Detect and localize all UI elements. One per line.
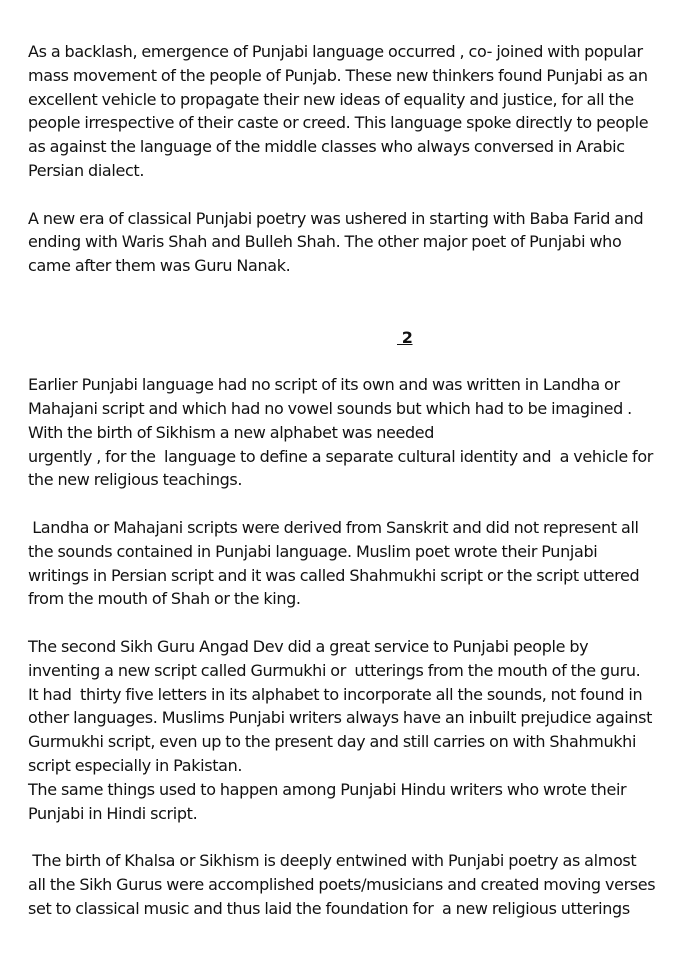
paragraph-6 [28, 849, 688, 920]
paragraph-gap [28, 492, 688, 516]
text-line: The birth of Khalsa or Sikhism is deeply entwined with Punjabi poetry as almost [28, 851, 637, 871]
paragraph-gap [28, 349, 688, 373]
text-line: ending with Waris Shah and Bulleh Shah. The other major poet of Punjabi who [28, 232, 622, 252]
paragraph-2 [28, 207, 688, 278]
text-line: excellent vehicle to propagate their new ideas of equality and justice, for all the [28, 89, 634, 109]
paragraph-4 [28, 516, 688, 611]
text-line: other languages. Muslims Punjabi writers always have an inbuilt prejudice against [28, 708, 652, 728]
text-line: from the mouth of Shah or the king. [28, 589, 301, 609]
document-page [28, 40, 688, 920]
paragraph-gap [28, 278, 688, 302]
text-line: As a backlash, emergence of Punjabi language occurred , co- joined with popular [28, 42, 643, 61]
text-line: the sounds contained in Punjabi language. Muslim poet wrote their Punjabi [28, 541, 598, 561]
text-line: Landha or Mahajani scripts were derived from Sanskrit and did not represent all [28, 517, 639, 537]
text-line: Earlier Punjabi language had no script of its own and was written in Landha or [28, 375, 620, 395]
paragraph-gap [28, 611, 688, 635]
text-line: A new era of classical Punjabi poetry was ushered in starting with Baba Farid and [28, 208, 644, 228]
text-line: mass movement of the people of Punjab. These new thinkers found Punjabi as an [28, 65, 648, 85]
text-line: script especially in Pakistan. [28, 755, 243, 775]
text-line: writings in Persian script and it was called Shahmukhi script or the script uttered [28, 565, 640, 585]
text-line: Mahajani script and which had no vowel sounds but which had to be imagined . [28, 398, 632, 418]
text-line: The same things used to happen among Punjabi Hindu writers who wrote their [28, 779, 627, 799]
text-line: Punjabi in Hindi script. [28, 803, 198, 823]
text-line: people irrespective of their caste or creed. This language spoke directly to people [28, 113, 649, 133]
text-line: all the Sikh Gurus were accomplished poets/musicians and created moving verses [28, 874, 656, 894]
text-line: urgently , for the language to define a separate cultural identity and a vehicle for [28, 446, 654, 466]
text-line: Persian dialect. [28, 160, 145, 180]
paragraph-gap [28, 183, 688, 207]
text-line: The second Sikh Guru Angad Dev did a great service to Punjabi people by [28, 636, 589, 656]
paragraph-3 [28, 373, 688, 492]
text-line: came after them was Guru Nanak. [28, 256, 291, 276]
text-line: as against the language of the middle classes who always conversed in Arabic [28, 137, 625, 157]
text-line: With the birth of Sikhism a new alphabet was needed [28, 422, 435, 442]
paragraph-5 [28, 635, 688, 825]
paragraph-1 [28, 40, 688, 183]
text-line: Gurmukhi script, even up to the present day and still carries on with Shahmukhi [28, 732, 637, 752]
page-number: 2 [397, 327, 413, 347]
text-line: set to classical music and thus laid the foundation for a new religious utterings [28, 898, 630, 918]
paragraph-gap [28, 302, 688, 326]
paragraph-gap [28, 825, 688, 849]
text-line: inventing a new script called Gurmukhi or utterings from the mouth of the guru. [28, 660, 641, 680]
text-line: the new religious teachings. [28, 470, 243, 490]
text-line: It had thirty five letters in its alphabet to incorporate all the sounds, not found in [28, 684, 643, 704]
